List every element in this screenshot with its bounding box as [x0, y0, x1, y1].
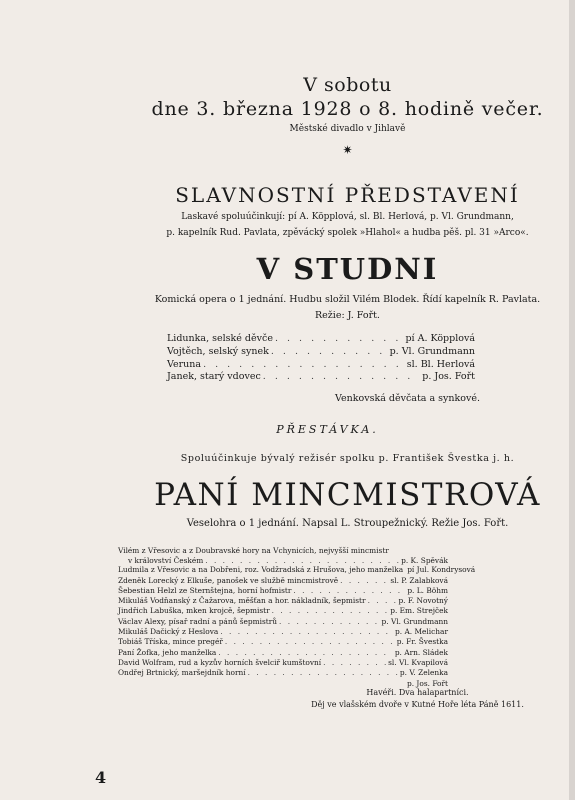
cast-row — [118, 586, 448, 596]
cast-row — [167, 333, 475, 346]
dot-leader — [272, 606, 389, 615]
cast-row — [118, 556, 448, 565]
dot-leader — [323, 658, 386, 667]
cast-actor: sl. Bl. Herlová — [406, 358, 475, 370]
cast-actor: p. Em. Strejček — [390, 606, 448, 616]
program3-description: Veselohra o 1 jednání. Napsal L. Stroupežnický. Režie Jos. Fořt. — [186, 518, 509, 529]
dot-leader — [271, 346, 388, 357]
cast-row — [118, 637, 448, 647]
intermission: PŘESTÁVKA. — [276, 423, 379, 436]
program2-description-line-2: Režie: J. Fořt. — [315, 310, 380, 321]
cast-actor: sl. Vl. Kvapilová — [388, 657, 448, 667]
cast-role: v království Českém — [128, 556, 204, 566]
cast-actor: p. Vl. Grundmann — [381, 616, 448, 626]
cast-actor: p. L. Böhm — [407, 585, 448, 595]
cast-row — [118, 658, 448, 668]
cast-role: Mikuláš Dačický z Heslova — [118, 627, 219, 637]
program2-cast-list — [167, 333, 475, 384]
cast-role: Paní Žofka, jeho manželka — [118, 647, 217, 657]
cast-row — [118, 648, 448, 658]
dot-leader — [275, 333, 403, 344]
venue: Městské divadlo v Jihlavě — [289, 124, 406, 134]
cast-role: Janek, starý vdovec — [167, 371, 261, 383]
program1-title: SLAVNOSTNÍ PŘEDSTAVENÍ — [175, 183, 520, 207]
dot-leader — [248, 668, 398, 677]
cast-actor: pí A. Köpplová — [405, 333, 475, 344]
cast-role: Ludmila z Vřesovic a na Dobřeni, roz. Vodžradská z Hrušova, jeho manželka — [118, 565, 404, 575]
cast-actor: pí Jul. Kondrysová — [407, 565, 476, 575]
date-line-2: dne 3. března 1928 o 8. hodině večer. — [151, 98, 544, 120]
cast-role: David Wolfram, rud a kyzův horních švelciř kumštovní — [118, 657, 322, 667]
cast-actor: p. Jos. Fořt — [406, 678, 448, 688]
program2-title: V STUDNI — [256, 252, 439, 286]
program3-scene-line-1: Havéři. Dva halapartníci. — [366, 688, 469, 697]
dot-leader — [220, 627, 393, 636]
cast-actor: p. K. Spěvák — [401, 556, 448, 566]
cast-role: Tobiáš Tříska, mince pregéř — [118, 637, 223, 647]
cast-actor: p. Jos. Fořt — [422, 371, 475, 383]
cast-row — [118, 546, 448, 556]
cast-row — [167, 371, 475, 384]
cast-row — [118, 576, 448, 586]
program3-title: PANÍ MINCMISTROVÁ — [154, 477, 541, 513]
dot-leader — [218, 648, 392, 657]
cast-actor: p. V. Zelenka — [399, 668, 448, 678]
cast-role: Vojtěch, selský synek — [167, 345, 269, 357]
dot-leader — [263, 371, 421, 382]
program1-cooperation-line-2: p. kapelník Rud. Pavlata, zpěvácký spolek »Hlahol« a hudba pěš. pl. 31 »Arco«. — [166, 228, 529, 238]
dot-leader — [205, 556, 399, 565]
cast-actor: p. Arn. Sládek — [394, 647, 448, 657]
program3-cast-list — [118, 546, 476, 689]
cast-role: Václav Alexy, písař radní a pánů šepmistrů — [118, 616, 278, 626]
page-number: 4 — [95, 768, 107, 787]
cast-row — [118, 596, 448, 606]
date-line-1: V sobotu — [303, 74, 392, 96]
dot-leader — [368, 596, 397, 605]
dot-leader — [225, 637, 395, 646]
cast-role: Zdeněk Lorecký z Elkuše, panošek ve službě mincmistrově — [118, 575, 339, 585]
cast-actor: p. F. Novotný — [398, 596, 448, 606]
cast-role: Lidunka, selské děvče — [167, 333, 273, 344]
cast-role: Vilém z Vřesovic a z Doubravské hory na Vchynicích, nejvyšší mincmistr — [118, 546, 389, 555]
program2-description-line-1: Komická opera o 1 jednání. Hudbu složil Vilém Blodek. Řídí kapelník R. Pavlata. — [154, 294, 541, 305]
cast-actor: sl. P. Zalabková — [390, 575, 448, 585]
guest-note: Spoluúčinkuje bývalý režisér spolku p. František Švestka j. h. — [180, 453, 515, 464]
cast-row — [118, 617, 448, 627]
cast-role: Ondřej Brtnický, maršejdník horní — [118, 668, 246, 678]
cast-row — [118, 565, 476, 575]
dot-leader — [293, 586, 405, 595]
cast-role: Mikuláš Vodňanský z Čažarova, měšťan a hor. nákladník, šepmistr — [118, 596, 366, 606]
cast-actor: p. A. Melichar — [395, 627, 448, 637]
program2-extras: Venkovská děvčata a synkové. — [335, 393, 480, 404]
cast-row — [118, 627, 448, 637]
star-ornament-icon: ✷ — [342, 143, 353, 157]
dot-leader — [340, 576, 388, 585]
cast-row — [118, 668, 448, 678]
cast-actor: p. Vl. Grundmann — [389, 345, 475, 357]
cast-role: Veruna — [167, 358, 202, 370]
cast-role: Jindřich Labuška, mken krojcě, šepmistr — [118, 606, 270, 616]
cast-role: Šebestian Helzl ze Sternštejna, horní hofmistr — [118, 585, 292, 595]
program3-scene-line-2: Děj ve vlašském dvoře v Kutné Hoře léta Páně 1611. — [311, 700, 524, 709]
cast-row — [118, 606, 448, 616]
cast-row — [167, 346, 475, 359]
dot-leader — [203, 359, 405, 370]
program1-cooperation-line-1: Laskavé spoluúčinkují: pí A. Köpplová, sl. Bl. Herlová, p. Vl. Grundmann, — [181, 212, 514, 222]
cast-actor: p. Fr. Švestka — [396, 637, 448, 647]
cast-row — [167, 359, 475, 372]
dot-leader — [279, 617, 380, 626]
